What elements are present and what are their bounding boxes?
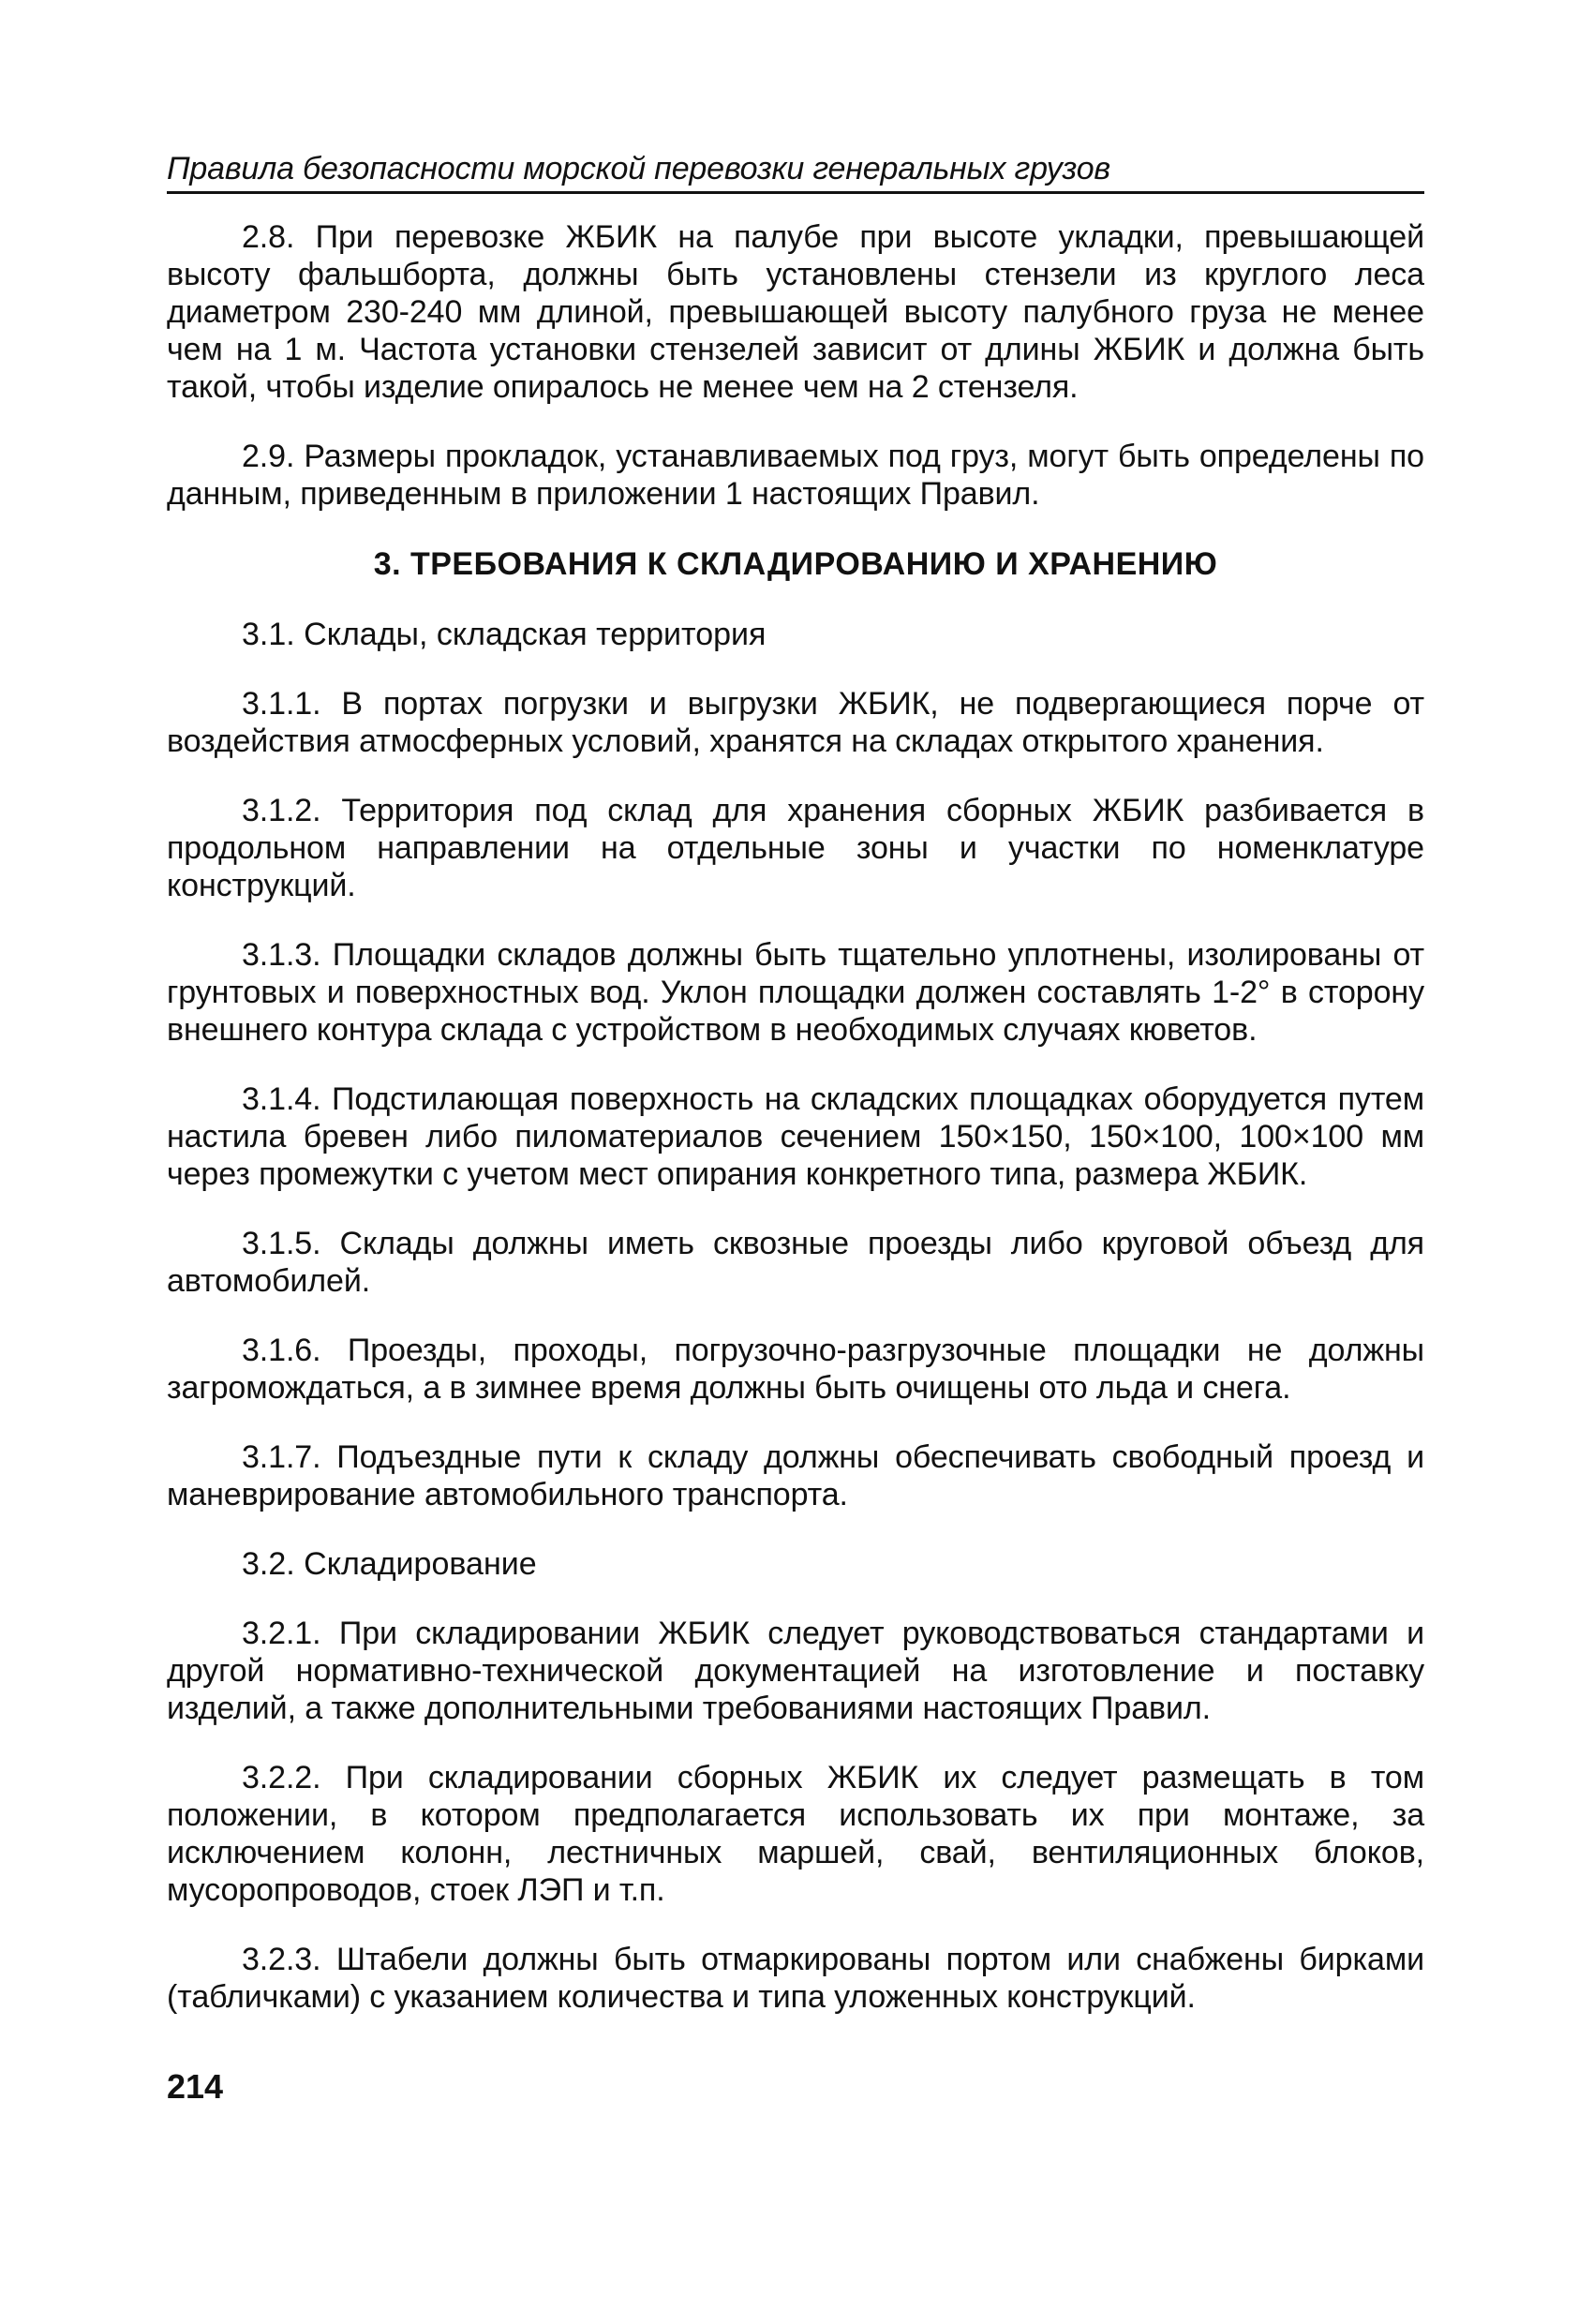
paragraph-3-2-1: 3.2.1. При складировании ЖБИК следует руководствоваться стандартами и другой нормативно-технической документацией на изготовление и поставку изделий, а также дополнительными требованиями настоящих Правил. <box>167 1616 1424 1726</box>
document-body <box>167 218 1424 2016</box>
paragraph-3-2-3: 3.2.3. Штабели должны быть отмаркированы портом или снабжены бирками (табличками) с указанием количества и типа уложенных конструкций. <box>167 1942 1424 2015</box>
paragraph-3-1-3: 3.1.3. Площадки складов должны быть тщательно уплотнены, изолированы от грунтовых и поверхностных вод. Уклон площадки должен составлять 1-2° в сторону внешнего контура склада с устройством в необходимых случаях кюветов. <box>167 937 1424 1048</box>
paragraph-3-1-4: 3.1.4. Подстилающая поверхность на складских площадках оборудуется путем настила бревен либо пиломатериалов сечением 150×150, 150×100, 100×100 мм через промежутки с учетом мест опирания конкретного типа, размера ЖБИК. <box>167 1081 1424 1192</box>
subsection-heading-3-2: 3.2. Складирование <box>242 1546 537 1582</box>
paragraph-3-1-1: 3.1.1. В портах погрузки и выгрузки ЖБИК, не подвергающиеся порче от воздействия атмосферных условий, хранятся на складах открытого хранения. <box>167 686 1424 759</box>
paragraph-3-1-2: 3.1.2. Территория под склад для хранения сборных ЖБИК разбивается в продольном направлении на отдельные зоны и участки по номенклатуре конструкций. <box>167 793 1424 903</box>
section-heading-3: 3. ТРЕБОВАНИЯ К СКЛАДИРОВАНИЮ И ХРАНЕНИЮ <box>373 546 1218 582</box>
paragraph-2-9: 2.9. Размеры прокладок, устанавливаемых под груз, могут быть определены по данным, приведенным в приложении 1 настоящих Правил. <box>167 439 1424 512</box>
page-number: 214 <box>167 2067 224 2106</box>
document-page <box>167 150 1424 2305</box>
subsection-heading-3-1: 3.1. Склады, складская территория <box>242 617 767 652</box>
running-header: Правила безопасности морской перевозки генеральных грузов <box>167 150 1424 194</box>
paragraph-3-2-2: 3.2.2. При складировании сборных ЖБИК их следует размещать в том положении, в котором предполагается использовать их при монтаже, за исключением колонн, лестничных маршей, свай, вентиляционных блоков, мусоропроводов, стоек ЛЭП и т.п. <box>167 1760 1424 1908</box>
paragraph-3-1-5: 3.1.5. Склады должны иметь сквозные проезды либо круговой объезд для автомобилей. <box>167 1226 1424 1299</box>
paragraph-3-1-7: 3.1.7. Подъездные пути к складу должны обеспечивать свободный проезд и маневрирование автомобильного транспорта. <box>167 1439 1424 1512</box>
paragraph-2-8: 2.8. При перевозке ЖБИК на палубе при высоте укладки, превышающей высоту фальшборта, должны быть установлены стензели из круглого леса диаметром 230-240 мм длиной, превышающей высоту палубного груза не менее чем на 1 м. Частота установки стензелей зависит от длины ЖБИК и должна быть такой, чтобы изделие опиралось не менее чем на 2 стензеля. <box>167 219 1424 405</box>
paragraph-3-1-6: 3.1.6. Проезды, проходы, погрузочно-разгрузочные площадки не должны загромождаться, а в зимнее время должны быть очищены ото льда и снега. <box>167 1333 1424 1406</box>
